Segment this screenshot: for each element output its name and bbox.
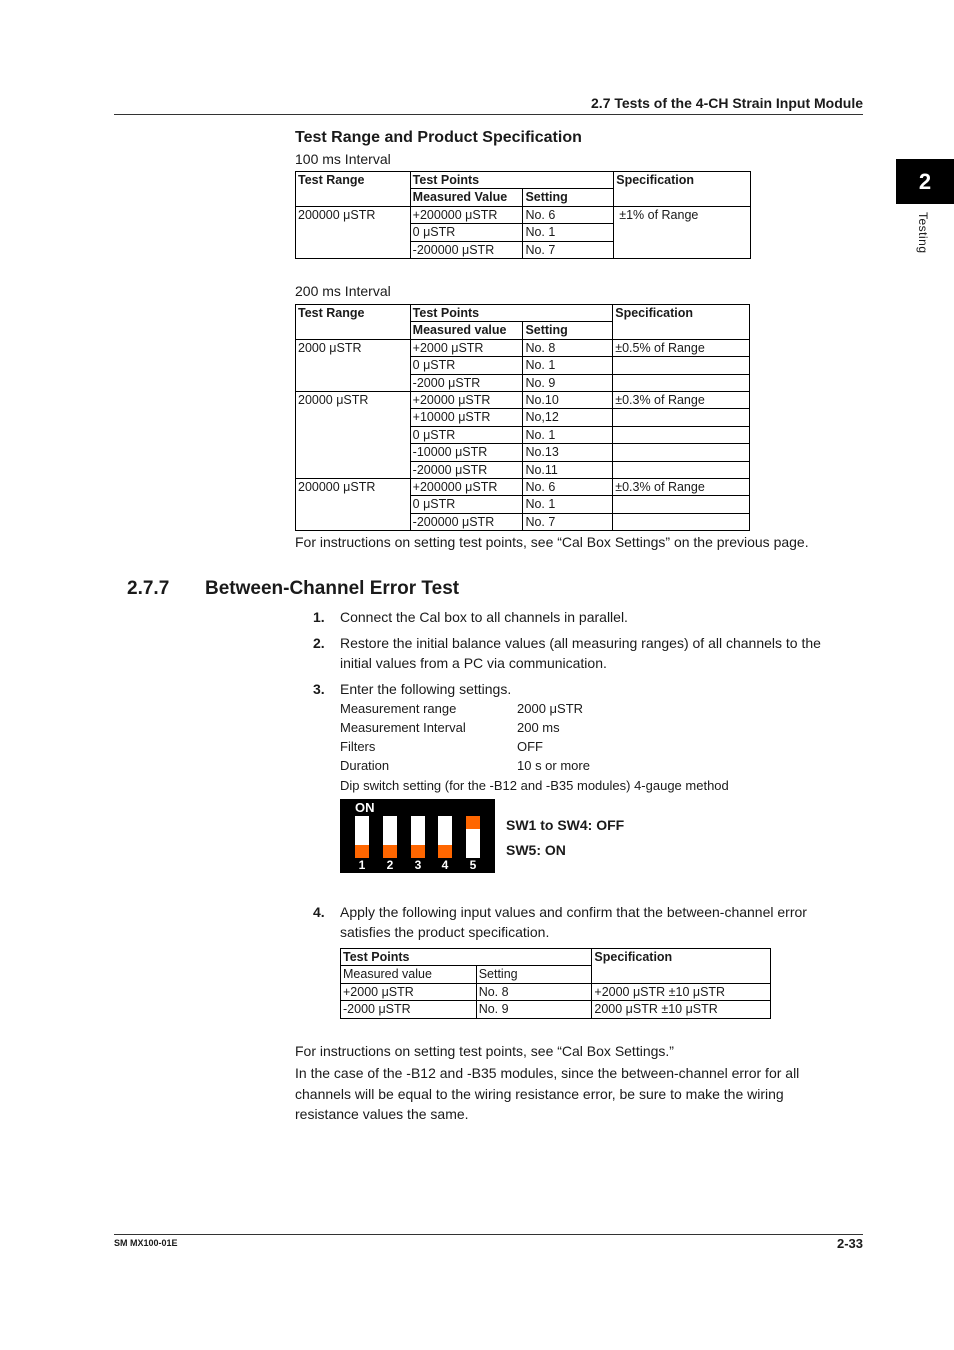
- header-test-points: Test Points: [410, 305, 613, 322]
- test-points-note: For instructions on setting test points, see “Cal Box Settings” on the previous page.: [295, 534, 809, 550]
- range-cell: 2000 μSTR: [296, 339, 411, 391]
- header-test-range: Test Range: [296, 172, 411, 207]
- setting-cell: No. 1: [523, 496, 613, 513]
- measured-cell: 0 μSTR: [410, 224, 523, 241]
- setting-cell: No. 1: [523, 426, 613, 443]
- dip-switch-number: 3: [414, 858, 422, 872]
- table2-caption: 200 ms Interval: [295, 283, 391, 299]
- measured-cell: 0 μSTR: [410, 426, 523, 443]
- dip-switch-number: 5: [469, 858, 477, 872]
- table-row: [296, 478, 750, 495]
- dip-switch-knob: [355, 845, 369, 858]
- setting-value: 10 s or more: [517, 758, 590, 773]
- header-test-range: Test Range: [296, 305, 411, 340]
- measured-cell: +2000 μSTR: [341, 983, 477, 1000]
- dip-switch-number: 1: [358, 858, 366, 872]
- measured-cell: -2000 μSTR: [341, 1001, 477, 1018]
- measured-cell: +2000 μSTR: [410, 339, 523, 356]
- measured-cell: -200000 μSTR: [410, 241, 523, 258]
- header-setting: Setting: [523, 322, 613, 339]
- table-row: [296, 206, 751, 223]
- spec-cell: [613, 461, 750, 478]
- setting-value: 200 ms: [517, 720, 560, 735]
- setting-cell: No.11: [523, 461, 613, 478]
- dip-switch-3: [411, 816, 425, 858]
- header-measured-value: Measured Value: [410, 189, 523, 206]
- spec-cell: [613, 374, 750, 391]
- dip-on-label: ON: [355, 800, 375, 815]
- setting-label: Filters: [340, 739, 376, 754]
- table-row: [296, 391, 750, 408]
- setting-cell: No. 7: [523, 241, 614, 258]
- spec-cell: ±0.3% of Range: [613, 391, 750, 408]
- step-text: Connect the Cal box to all channels in parallel.: [340, 609, 628, 625]
- setting-cell: No.13: [523, 444, 613, 461]
- section-title: Between-Channel Error Test: [205, 578, 460, 599]
- spec-cell: ±0.5% of Range: [613, 339, 750, 356]
- measured-cell: -2000 μSTR: [410, 374, 523, 391]
- header-rule: [114, 114, 863, 115]
- measured-cell: -200000 μSTR: [410, 513, 523, 530]
- chapter-label-text: Testing: [916, 212, 930, 254]
- setting-cell: No. 9: [523, 374, 613, 391]
- range-cell: 20000 μSTR: [296, 391, 411, 478]
- step-number: 4.: [313, 904, 325, 920]
- header-test-points: Test Points: [341, 949, 592, 966]
- step-number: 2.: [313, 635, 325, 651]
- measured-cell: +200000 μSTR: [410, 478, 523, 495]
- document-id: SM MX100-01E: [114, 1238, 178, 1248]
- chapter-tab: 2: [896, 159, 954, 204]
- dip-switch-5: [466, 816, 480, 858]
- header-specification: Specification: [613, 305, 750, 340]
- dip-switch-knob: [411, 845, 425, 858]
- subsection-title: Test Range and Product Specification: [295, 129, 582, 146]
- setting-cell: No. 7: [523, 513, 613, 530]
- dip-on-caption: SW5: ON: [506, 842, 566, 858]
- dip-switch-note: Dip switch setting (for the -B12 and -B35 modules) 4-gauge method: [340, 778, 729, 793]
- dip-switch-number: 2: [386, 858, 394, 872]
- range-cell: 200000 μSTR: [296, 478, 411, 530]
- wiring-resistance-note: In the case of the -B12 and -B35 modules, since the between-channel error for all channels will be equal to the wiring resistance error, be sure to make the wiring resistance values the same.: [295, 1065, 800, 1122]
- setting-cell: No.10: [523, 391, 613, 408]
- dip-switch-2: [383, 816, 397, 858]
- table-row: [341, 983, 771, 1000]
- cal-box-note: For instructions on setting test points, see “Cal Box Settings.”: [295, 1043, 674, 1059]
- dip-switch-knob: [466, 816, 480, 829]
- header-setting: Setting: [523, 189, 614, 206]
- dip-switch-knob: [438, 845, 452, 858]
- running-header: 2.7 Tests of the 4-CH Strain Input Module: [591, 95, 863, 111]
- measured-cell: +10000 μSTR: [410, 409, 523, 426]
- section-number: 2.7.7: [127, 578, 170, 599]
- spec-cell: [613, 496, 750, 513]
- measured-cell: -10000 μSTR: [410, 444, 523, 461]
- setting-label: Duration: [340, 758, 390, 773]
- table-row: [341, 1001, 771, 1018]
- setting-cell: No. 8: [523, 339, 613, 356]
- spec-cell: [613, 426, 750, 443]
- footer-rule: [114, 1234, 863, 1235]
- spec-cell: ±1% of Range: [614, 206, 751, 258]
- header-setting: Setting: [476, 966, 592, 983]
- measured-cell: -20000 μSTR: [410, 461, 523, 478]
- spec-cell: [613, 444, 750, 461]
- measured-cell: +20000 μSTR: [410, 391, 523, 408]
- setting-cell: No. 8: [476, 983, 592, 1000]
- measured-cell: 0 μSTR: [410, 496, 523, 513]
- spec-cell: ±0.3% of Range: [613, 478, 750, 495]
- setting-cell: No. 1: [523, 224, 614, 241]
- setting-label: Measurement Interval: [340, 720, 466, 735]
- measured-cell: +200000 μSTR: [410, 206, 523, 223]
- setting-cell: No. 6: [523, 478, 613, 495]
- setting-cell: No,12: [523, 409, 613, 426]
- setting-cell: No. 1: [523, 357, 613, 374]
- chapter-label: [908, 212, 938, 272]
- between-channel-table: [340, 948, 771, 1019]
- spec-cell: [613, 513, 750, 530]
- interval-200ms-table: [295, 304, 750, 531]
- range-cell: 200000 μSTR: [296, 206, 411, 258]
- setting-cell: No. 9: [476, 1001, 592, 1018]
- interval-100ms-table: [295, 171, 751, 259]
- spec-cell: +2000 μSTR ±10 μSTR: [592, 983, 771, 1000]
- spec-cell: [613, 409, 750, 426]
- header-measured-value: Measured value: [410, 322, 523, 339]
- page-number: 2-33: [836, 1236, 863, 1251]
- header-measured-value: Measured value: [341, 966, 477, 983]
- setting-value: 2000 μSTR: [517, 701, 584, 716]
- dip-off-caption: SW1 to SW4: OFF: [506, 817, 625, 833]
- dip-switch-4: [438, 816, 452, 858]
- header-test-points: Test Points: [410, 172, 614, 189]
- dip-switch-knob: [383, 845, 397, 858]
- step-text: Apply the following input values and confirm that the between-channel error satisfies the product specification.: [340, 904, 807, 940]
- setting-label: Measurement range: [340, 701, 457, 716]
- table-row: [296, 339, 750, 356]
- table1-caption: 100 ms Interval: [295, 151, 391, 167]
- header-specification: Specification: [592, 949, 771, 984]
- setting-value: OFF: [517, 739, 543, 754]
- spec-cell: [613, 357, 750, 374]
- setting-cell: No. 6: [523, 206, 614, 223]
- dip-switch-number: 4: [441, 858, 449, 872]
- step-number: 3.: [313, 681, 325, 697]
- dip-switch-1: [355, 816, 369, 858]
- step-number: 1.: [313, 609, 325, 625]
- measured-cell: 0 μSTR: [410, 357, 523, 374]
- step-text: Restore the initial balance values (all measuring ranges) of all channels to the initial values from a PC via communication.: [340, 635, 821, 671]
- step-text: Enter the following settings.: [340, 681, 512, 697]
- spec-cell: 2000 μSTR ±10 μSTR: [592, 1001, 771, 1018]
- header-specification: Specification: [614, 172, 751, 207]
